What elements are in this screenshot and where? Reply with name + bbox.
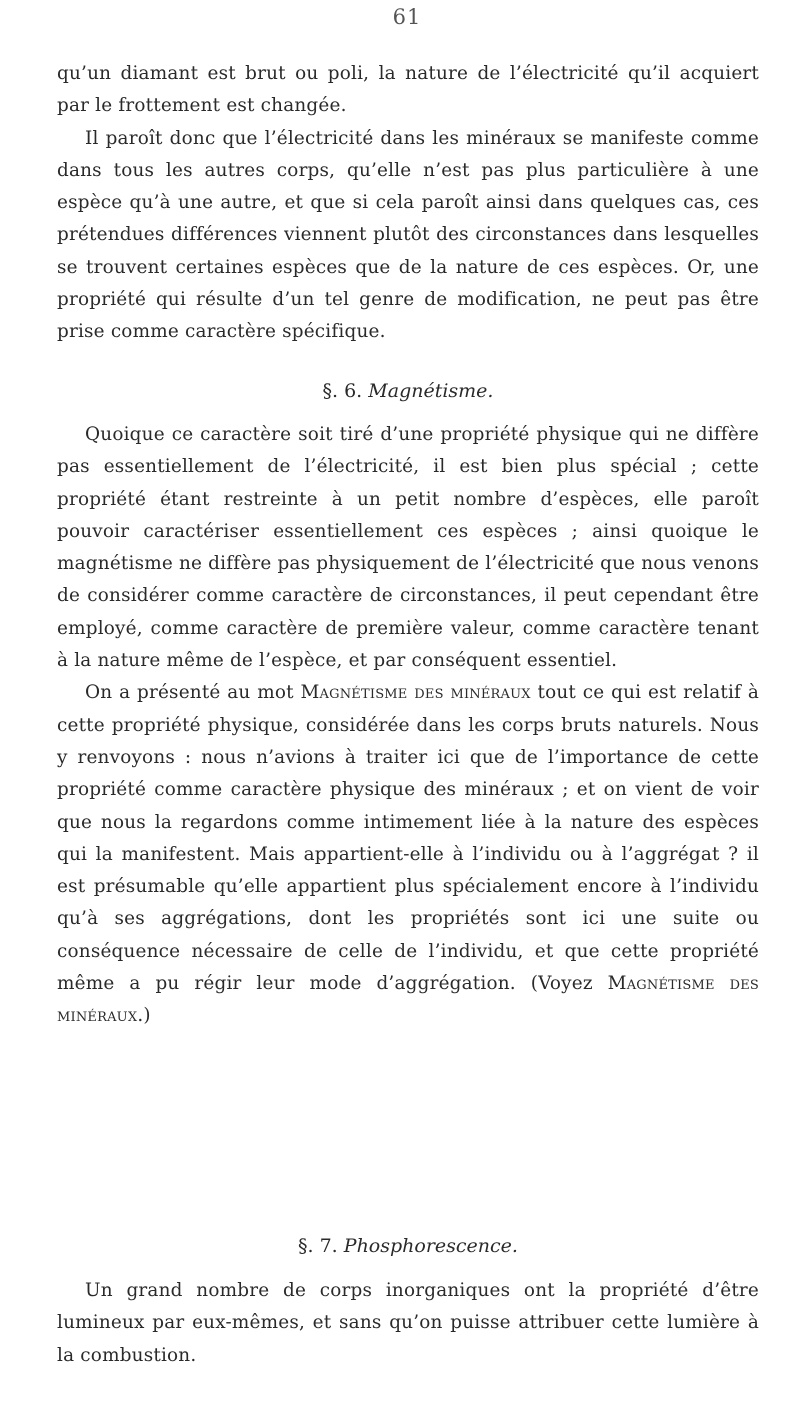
cross-reference: Magnétisme des minéraux [300, 682, 531, 704]
cross-reference: Magnétisme des minéraux [57, 973, 759, 1027]
paragraph-electricity-end: qu’un diamant est brut ou poli, la nature de l’électricité qu’il acquiert par le frottement est changée. [57, 63, 759, 117]
paragraph-electricity-conclusion: Il paroît donc que l’électricité dans les minéraux se manifeste comme dans tous les autres corps, qu’elle n’est pas plus particulière à une espèce qu’à une autre, et que si cela paroît ainsi dans quelques cas, ces prétendues différences viennent plutôt des circonstances dans lesquelles se trouvent certaines espèces que de la nature de ces espèces. Or, une propriété qui résulte d’un tel genre de modification, ne peut pas être prise comme caractère spécifique. [57, 127, 759, 343]
text-block-phosphorescence [57, 1275, 759, 1372]
section-heading-phosphorescence [57, 1231, 759, 1261]
text-run: .) [137, 1005, 151, 1027]
section-number: §. 7. [298, 1235, 338, 1257]
text-run: On a présenté au mot [85, 682, 301, 704]
text-block-electricity [57, 58, 759, 349]
section-heading-magnetism [57, 376, 759, 406]
text-block-magnetism [57, 419, 759, 1033]
section-title: Magnétisme. [368, 380, 494, 402]
section-title: Phosphorescence. [343, 1235, 518, 1257]
paragraph-magnetism-1: Quoique ce caractère soit tiré d’une propriété physique qui ne diffère pas essentiellement de l’électricité, il est bien plus spécial ; cette propriété étant restreinte à un petit nombre d’espèces, elle paroît pouvoir caractériser essentiellement ces espèces ; ainsi quoique le magnétisme ne diffère pas physiquement de l’électricité que nous venons de considérer comme caractère de circonstances, il peut cependant être employé, comme caractère de première valeur, comme caractère tenant à la nature même de l’espèce, et par conséquent essentiel. [57, 424, 759, 672]
paragraph-magnetism-2 [57, 677, 759, 1032]
text-run: tout ce qui est relatif à cette propriété physique, considérée dans les corps bruts naturels. Nous y renvoyons : nous n’avions à traiter ici que de l’importance de cette propriété comme caractère physique des minéraux ; et on vient de voir que nous la regardons comme intimement liée à la nature des espèces qui la manifestent. Mais appartient-elle à l’individu ou à l’aggrégat ? il est présumable qu’elle appartient plus spécialement encore à l’individu qu’à ses aggrégations, dont les propriétés sont ici une suite ou conséquence nécessaire de celle de l’individu, et que cette propriété même a pu régir leur mode d’aggrégation. (Voyez [57, 682, 759, 995]
page-number: 61 [392, 5, 422, 29]
section-number: §. 6. [322, 380, 363, 402]
paragraph-phosphorescence-1: Un grand nombre de corps inorganiques ont la propriété d’être lumineux par eux-mêmes, et sans qu’on puisse attribuer cette lumière à la combustion. [57, 1280, 759, 1366]
